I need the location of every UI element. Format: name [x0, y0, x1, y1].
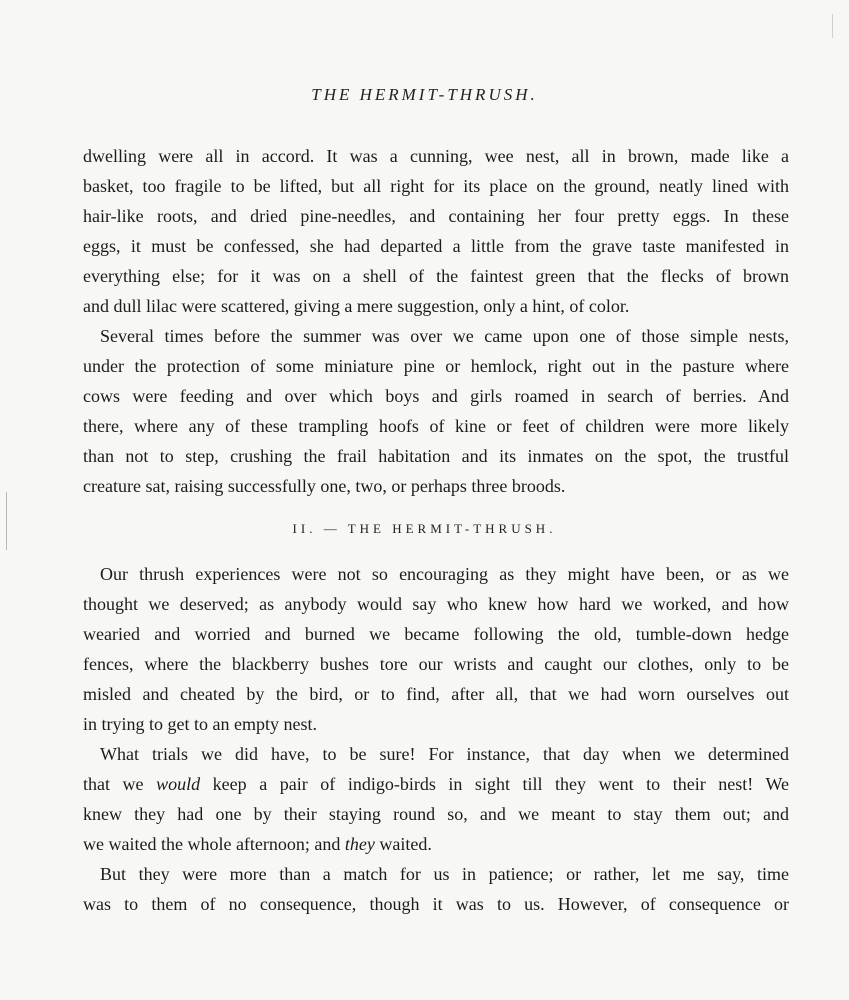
- paragraph-continued: [83, 141, 789, 321]
- text-line: in trying to get to an empty nest.: [83, 714, 317, 734]
- text-line: cows were feeding and over which boys and girls roamed in search of berries. And: [83, 386, 789, 406]
- text-line: [83, 769, 789, 799]
- text-line: Our thrush experiences were not so encouraging as they might have been, or as we: [100, 564, 789, 584]
- paragraph: [83, 739, 789, 859]
- running-head: THE HERMIT-THRUSH.: [311, 85, 538, 104]
- paragraph: [83, 321, 789, 501]
- text-line: thought we deserved; as anybody would say who knew how hard we worked, and how: [83, 594, 789, 614]
- emphasis: would: [156, 774, 201, 794]
- text-span: keep a pair of indigo-birds in sight till they went to their nest! We: [200, 774, 789, 794]
- text-line: knew they had one by their staying round so, and we meant to stay them out; and: [83, 804, 789, 824]
- text-span: that we: [83, 774, 157, 794]
- text-line: was to them of no consequence, though it was to us. However, of consequence or: [83, 894, 789, 914]
- text-line: Several times before the summer was over we came upon one of those simple nests,: [100, 326, 789, 346]
- text-line: there, where any of these trampling hoofs of kine or feet of children were more likely: [83, 416, 789, 436]
- paragraph: [83, 859, 789, 919]
- text-line: What trials we did have, to be sure! For instance, that day when we determined: [100, 744, 789, 764]
- text-line: and dull lilac were scattered, giving a mere suggestion, only a hint, of color.: [83, 296, 630, 316]
- page-edge-mark: [6, 492, 7, 550]
- paragraph: [83, 559, 789, 739]
- text-line: [83, 829, 789, 859]
- text-line: basket, too fragile to be lifted, but all right for its place on the ground, neatly lined with: [83, 176, 789, 196]
- text-line: than not to step, crushing the frail habitation and its inmates on the spot, the trustful: [83, 446, 789, 466]
- emphasis: they: [344, 834, 375, 854]
- text-line: dwelling were all in accord. It was a cunning, wee nest, all in brown, made like a: [83, 146, 789, 166]
- text-line: wearied and worried and burned we became following the old, tumble-down hedge: [83, 624, 789, 644]
- text-line: eggs, it must be confessed, she had departed a little from the grave taste manifested in: [83, 236, 789, 256]
- text-span: waited.: [374, 834, 432, 854]
- text-line: misled and cheated by the bird, or to find, after all, that we had worn ourselves out: [83, 684, 789, 704]
- text-line: creature sat, raising successfully one, two, or perhaps three broods.: [83, 476, 566, 496]
- page-edge-mark: [832, 14, 833, 38]
- text-line: under the protection of some miniature pine or hemlock, right out in the pasture where: [83, 356, 789, 376]
- text-line: fences, where the blackberry bushes tore our wrists and caught our clothes, only to be: [83, 654, 789, 674]
- text-line: But they were more than a match for us in patience; or rather, let me say, time: [100, 864, 789, 884]
- text-line: hair-like roots, and dried pine-needles, and containing her four pretty eggs. In these: [83, 206, 789, 226]
- section-heading: II. — THE HERMIT-THRUSH.: [292, 521, 557, 536]
- text-span: we waited the whole afternoon; and: [83, 834, 345, 854]
- text-line: everything else; for it was on a shell of the faintest green that the flecks of brown: [83, 266, 789, 286]
